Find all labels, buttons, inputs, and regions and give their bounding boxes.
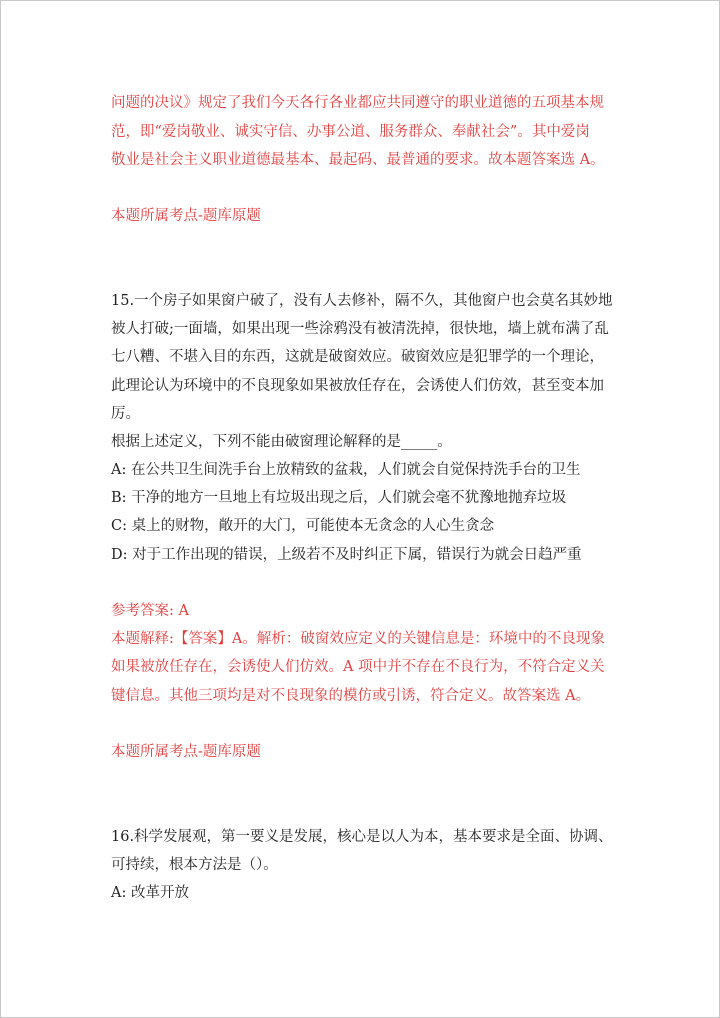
q15-option-a: A: 在公共卫生间洗手台上放精致的盆栽，人们就会自觉保持洗手台的卫生	[111, 462, 581, 478]
q16-option-a: A: 改革开放	[111, 885, 189, 901]
q16-stem-line: 可持续，根本方法是（）。	[111, 857, 278, 873]
q15-explanation-line: 本题解释:【答案】A。解析：破窗效应定义的关键信息是：环境中的不良现象	[111, 631, 605, 647]
q16-stem-line: 16.科学发展观，第一要义是发展，核心是以人为本，基本要求是全面、协调、	[111, 829, 613, 845]
q15-stem-line: 七八糟、不堪入目的东西，这就是破窗效应。破窗效应是犯罪学的一个理论，	[111, 349, 604, 365]
prev-explanation-line: 敬业是社会主义职业道德最基本、最起码、最普通的要求。故本题答案选 A。	[111, 152, 605, 168]
q15-explanation-line: 如果被放任存在，会诱使人们仿效。A 项中并不存在不良行为，不符合定义关	[111, 659, 605, 675]
q15-option-d: D: 对于工作出现的错误，上级若不及时纠正下属，错误行为就会日趋严重	[111, 547, 582, 563]
q15-stem-line: 此理论认为环境中的不良现象如果被放任存在，会诱使人们仿效，甚至变本加	[111, 378, 604, 394]
q15-question-prompt: 根据上述定义，下列不能由破窗理论解释的是_____。	[111, 434, 452, 450]
q15-stem-line: 被人打破;一面墙，如果出现一些涂鸦没有被清洗掉，很快地，墙上就布满了乱	[111, 321, 609, 337]
q15-answer: 参考答案: A	[111, 603, 189, 619]
q15-stem-line: 厉。	[111, 406, 140, 422]
prev-source-note: 本题所属考点-题库原题	[111, 208, 261, 224]
q15-source-note: 本题所属考点-题库原题	[111, 744, 261, 760]
q15-option-b: B: 干净的地方一旦地上有垃圾出现之后，人们就会毫不犹豫地抛弃垃圾	[111, 490, 567, 506]
q15-explanation-line: 键信息。其他三项均是对不良现象的模仿或引诱，符合定义。故答案选 A。	[111, 688, 591, 704]
q15-option-c: C: 桌上的财物，敞开的大门，可能使本无贪念的人心生贪念	[111, 518, 495, 534]
q15-stem-line: 15.一个房子如果窗户破了，没有人去修补，隔不久，其他窗户也会莫名其妙地	[111, 293, 613, 309]
prev-explanation-line: 问题的决议》规定了我们今天各行各业都应共同遵守的职业道德的五项基本规	[111, 95, 604, 111]
prev-explanation-line: 范，即“爱岗敬业、诚实守信、办事公道、服务群众、奉献社会”。其中爱岗	[111, 124, 590, 140]
